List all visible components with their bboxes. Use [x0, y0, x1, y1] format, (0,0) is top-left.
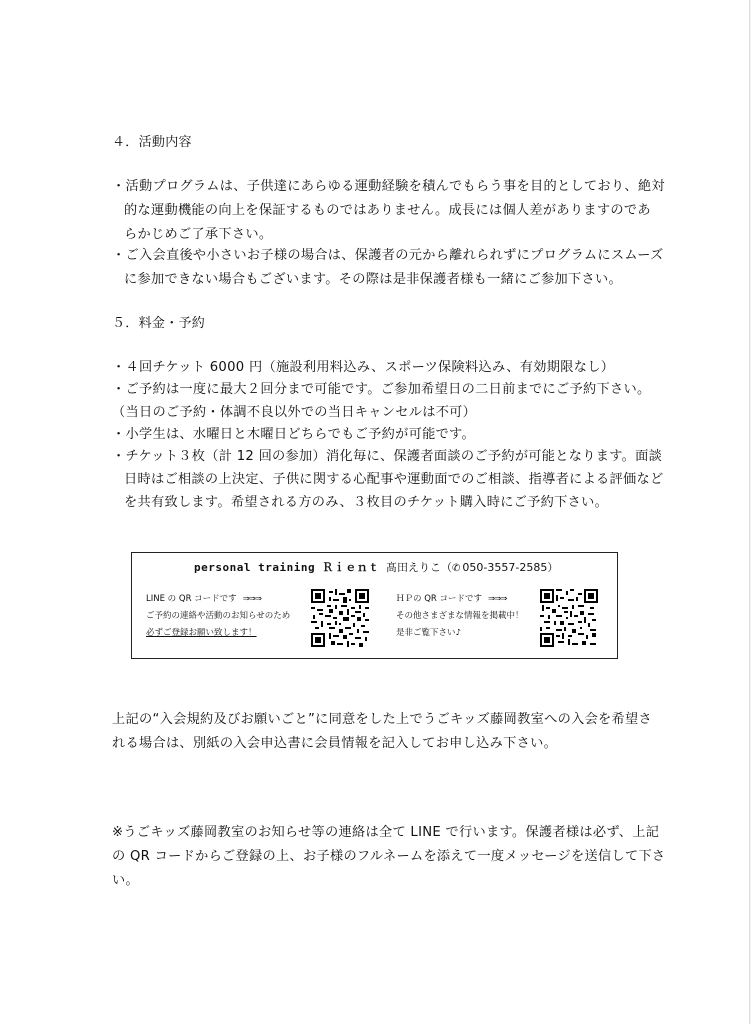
hp-qr-note: 是非ご覧下さい♪	[396, 628, 461, 638]
fees-line: ・チケット３枚（計 12 回の参加）消化毎に、保護者面談のご予約が可能となります。面談	[112, 449, 663, 464]
hp-qr-code[interactable]	[540, 589, 598, 647]
line-notice-line: の QR コードからご登録の上、お子様のフルネームを添えて一度メッセージを送信して下さ	[112, 849, 666, 864]
contact-name-phone: 髙田えりこ（✆ 050-3557-2585）	[386, 561, 559, 574]
arrow-right-icon: ⇒⇒⇒	[488, 594, 507, 604]
line-qr-code[interactable]	[311, 589, 369, 647]
activities-line: に参加できない場合もございます。その際は是非保護者様も一緒にご参加下さい。	[124, 272, 622, 287]
agreement-line: 上記の“入会規約及びお願いごと”に同意をした上でうごキッズ藤岡教室への入会を希望さ	[112, 712, 653, 727]
line-notice-line: ※うごキッズ藤岡教室のお知らせ等の連絡は全て LINE で行います。保護者様は必ず、上記	[112, 825, 660, 840]
line-notice-line: い。	[112, 873, 139, 888]
hp-qr-label: ＨＰの QR コードです ⇒⇒⇒	[396, 594, 507, 604]
fees-line: ・小学生は、水曜日と木曜日どちらでもご予約が可能です。	[112, 427, 475, 442]
agreement-line: れる場合は、別紙の入会申込書に会員情報を記入してお申し込み下さい。	[112, 736, 558, 751]
contact-box	[131, 552, 618, 659]
activities-line: 的な運動機能の向上を保証するものではありません。成長には個人差がありますのであ	[124, 203, 651, 218]
activities-line: らかじめご了承下さい。	[124, 227, 273, 242]
activities-line: ・ご入会直後や小さいお子様の場合は、保護者の元から離れられずにプログラムにスムーズ	[112, 248, 664, 263]
line-qr-description: ご予約の連絡や活動のお知らせのため	[146, 611, 291, 621]
hp-qr-description: その他さまざまな情報を掲載中！	[396, 611, 524, 621]
line-qr-label: LINE の QR コードです ⇒⇒⇒	[146, 594, 262, 604]
activities-line: ・活動プログラムは、子供達にあらゆる運動経験を積んでもらう事を目的としており、絶対	[112, 179, 665, 194]
section-heading-activities: ４．活動内容	[112, 135, 192, 150]
fees-line: ・ご予約は一度に最大２回分まで可能です。ご参加希望日の二日前までにご予約下さい。	[112, 382, 651, 397]
arrow-right-icon: ⇒⇒⇒	[242, 594, 262, 604]
fees-line: （当日のご予約・体調不良以外での当日キャンセルは不可）	[112, 405, 477, 420]
section-heading-fees: ５．料金・予約	[112, 316, 206, 331]
fees-line: 日時はご相談の上決定、子供に関する心配事や運動面でのご相談、指導者による評価など	[124, 472, 664, 487]
line-qr-note: 必ずご登録お願い致します！	[146, 628, 257, 638]
fees-line: ・４回チケット 6000 円（施設利用料込み、スポーツ保険料込み、有効期限なし）	[112, 360, 615, 375]
fees-line: を共有致します。希望される方のみ、３枚目のチケット購入時にご予約下さい。	[124, 495, 609, 510]
phone-number: 050-3557-2585）	[462, 561, 559, 574]
contact-title: personal training Ｒｉｅｎｔ	[194, 561, 380, 574]
phone-icon: ✆	[452, 563, 461, 574]
